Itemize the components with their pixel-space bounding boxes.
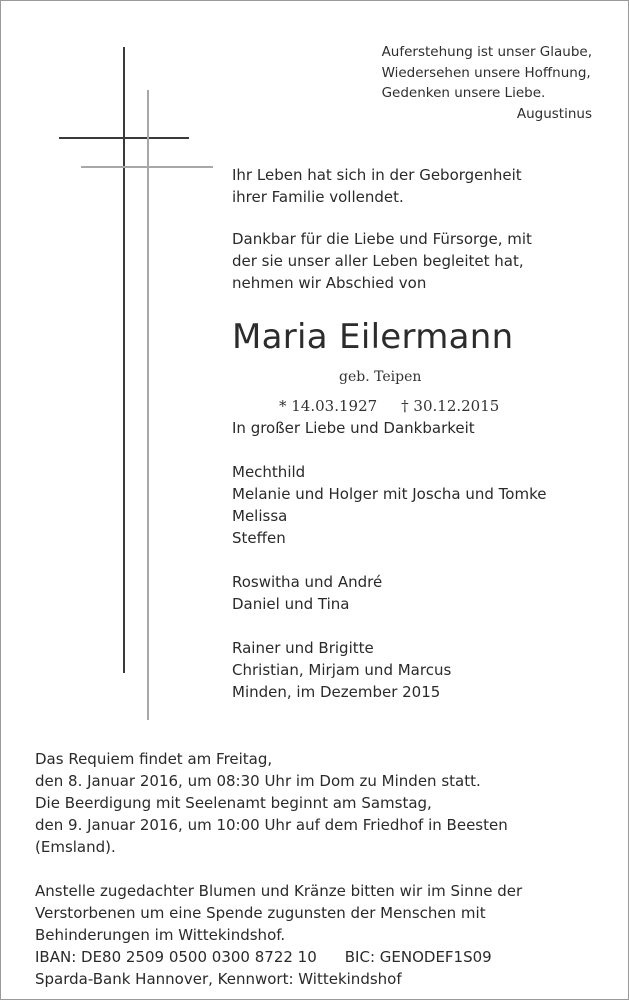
deceased-name: Maria Eilermann bbox=[232, 317, 514, 357]
motto-line: Auferstehung ist unser Glaube, bbox=[381, 44, 592, 60]
service-line: den 9. Januar 2016, um 10:00 Uhr auf dem Friedhof in Beesten bbox=[35, 816, 508, 834]
family-member: Christian, Mirjam und Marcus bbox=[232, 661, 452, 679]
birth-name: geb. Teipen bbox=[339, 369, 422, 385]
cross-icon-light-vertical bbox=[147, 90, 149, 720]
family-member: Rainer und Brigitte bbox=[232, 639, 374, 657]
place-date: Minden, im Dezember 2015 bbox=[232, 683, 441, 701]
cross-icon-dark-horizontal bbox=[59, 137, 189, 139]
death-date: † 30.12.2015 bbox=[401, 397, 500, 415]
motto-quote bbox=[382, 42, 592, 124]
bank-name: Sparda-Bank Hannover, Kennwort: Wittekindshof bbox=[35, 970, 402, 988]
bank-details bbox=[35, 946, 605, 968]
cross-icon-light-horizontal bbox=[81, 166, 213, 168]
family-member: Steffen bbox=[232, 529, 286, 547]
service-line: Die Beerdigung mit Seelenamt beginnt am Samstag, bbox=[35, 794, 432, 812]
service-info bbox=[35, 748, 605, 990]
life-dates bbox=[279, 395, 592, 417]
donation-line: Behinderungen im Wittekindshof. bbox=[35, 926, 286, 944]
intro-line: nehmen wir Abschied von bbox=[232, 274, 427, 292]
donation-line: Verstorbenen um eine Spende zugunsten der Menschen mit bbox=[35, 904, 486, 922]
birth-date: * 14.03.1927 bbox=[279, 397, 378, 415]
family-group bbox=[232, 461, 592, 549]
family-group bbox=[232, 571, 592, 615]
service-line: (Emsland). bbox=[35, 838, 116, 856]
thanks-line: In großer Liebe und Dankbarkeit bbox=[232, 419, 475, 437]
intro-line: ihrer Familie vollendet. bbox=[232, 188, 404, 206]
family-member: Daniel und Tina bbox=[232, 595, 350, 613]
motto-line: Gedenken unsere Liebe. bbox=[381, 85, 546, 101]
service-line: Das Requiem findet am Freitag, bbox=[35, 750, 273, 768]
family-member: Melissa bbox=[232, 507, 288, 525]
donation-info bbox=[35, 880, 605, 990]
bic: BIC: GENODEF1S09 bbox=[344, 948, 492, 966]
cross-icon-dark-vertical bbox=[123, 47, 125, 673]
intro-line: Ihr Leben hat sich in der Geborgenheit bbox=[232, 166, 522, 184]
main-text bbox=[232, 164, 592, 703]
motto-author: Augustinus bbox=[516, 105, 592, 122]
service-line: den 8. Januar 2016, um 08:30 Uhr im Dom zu Minden statt. bbox=[35, 772, 481, 790]
family-member: Mechthild bbox=[232, 463, 306, 481]
family-member: Roswitha und André bbox=[232, 573, 383, 591]
iban: IBAN: DE80 2509 0500 0300 8722 10 bbox=[35, 948, 317, 966]
family-member: Melanie und Holger mit Joscha und Tomke bbox=[232, 485, 547, 503]
intro-line: der sie unser aller Leben begleitet hat, bbox=[232, 252, 524, 270]
family-group bbox=[232, 637, 592, 681]
donation-line: Anstelle zugedachter Blumen und Kränze bitten wir im Sinne der bbox=[35, 882, 523, 900]
intro-line: Dankbar für die Liebe und Fürsorge, mit bbox=[232, 230, 532, 248]
motto-line: Wiedersehen unsere Hoffnung, bbox=[381, 64, 591, 81]
